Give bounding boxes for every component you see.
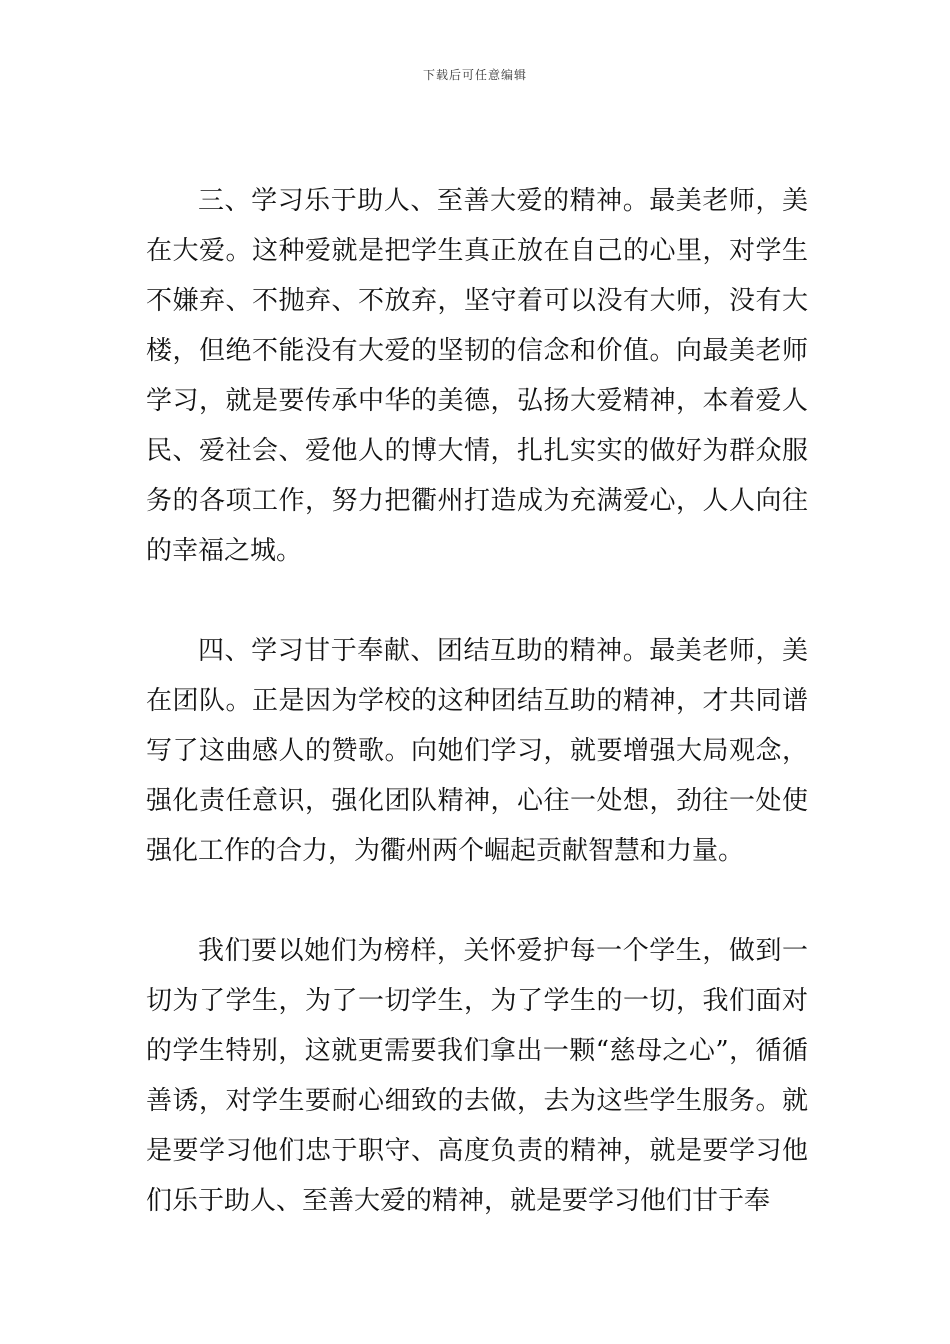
document-body xyxy=(146,176,808,1226)
paragraph-3: 三、学习乐于助人、至善大爱的精神。最美老师，美在大爱。这种爱就是把学生真正放在自己的心里，对学生不嫌弃、不抛弃、不放弃，坚守着可以没有大师，没有大楼，但绝不能没有大爱的坚韧的信念和价值。向最美老师学习，就是要传承中华的美德，弘扬大爱精神，本着爱人民、爱社会、爱他人的博大情，扎扎实实的做好为群众服务的各项工作，努力把衢州打造成为充满爱心，人人向往的幸福之城。 xyxy=(146,186,808,566)
paragraph-4: 四、学习甘于奉献、团结互助的精神。最美老师，美在团队。正是因为学校的这种团结互助的精神，才共同谱写了这曲感人的赞歌。向她们学习，就要增强大局观念，强化责任意识，强化团队精神，心往一处想，劲往一处使强化工作的合力，为衢州两个崛起贡献智慧和力量。 xyxy=(146,636,808,866)
header-note: 下载后可任意编辑 xyxy=(422,68,527,82)
paragraph-5: 我们要以她们为榜样，关怀爱护每一个学生，做到一切为了学生，为了一切学生，为了学生的一切，我们面对的学生特别，这就更需要我们拿出一颗“慈母之心”，循循善诱，对学生要耐心细致的去做，去为这些学生服务。就是要学习他们忠于职守、高度负责的精神，就是要学习他们乐于助人、至善大爱的精神，就是要学习他们甘于奉 xyxy=(146,936,808,1216)
